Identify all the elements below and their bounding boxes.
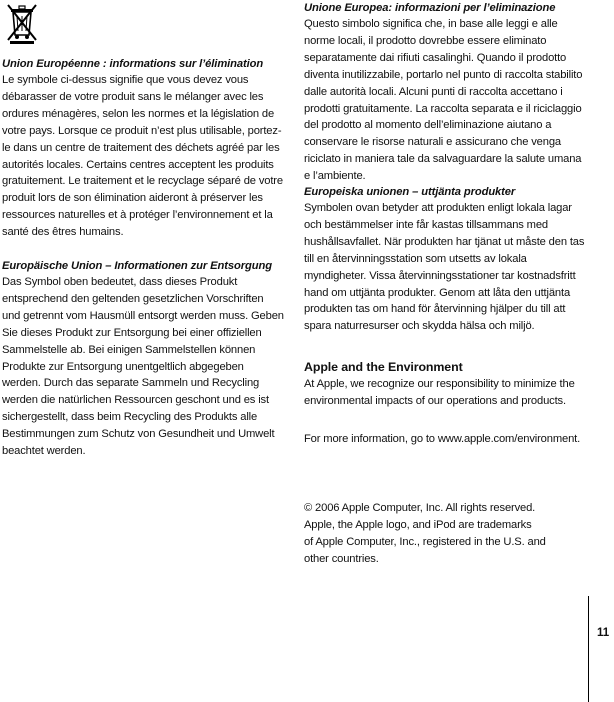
section-it-body: Questo simbolo significa che, in base alle leggi e alle norme locali, il prodotto dovrebbe essere eliminato separatamente dai rifiuti casalinghi. Quando il prodotto diventa inutilizzabile, portarlo nel punto di raccolta stabilito dalle autorità locali. Alcuni punti di raccolta accettano i prodotti gratuitamente. La raccolta separata e il riciclaggio del prodotto al momento dell’eliminazione aiutano a conservare le risorse naturali e assicurano che venga riciclato in maniera tale da salvaguardare la salute umana e l’ambiente. <box>304 18 583 183</box>
copyright-line: © 2006 Apple Computer, Inc. All rights reserved. <box>304 502 536 514</box>
section-fr-heading: Union Européenne : informations sur l’élimination <box>2 58 264 70</box>
section-apple <box>304 358 590 410</box>
more-info-text: For more information, go to www.apple.com/environment. <box>304 433 581 445</box>
page-number: 11 <box>597 627 610 639</box>
section-de-heading: Europäische Union – Informationen zur Entsorgung <box>2 260 272 272</box>
section-it <box>304 0 590 185</box>
section-sv-heading: Europeiska unionen – uttjänta produkter <box>304 186 516 198</box>
section-de <box>2 258 284 460</box>
section-sv-body: Symbolen ovan betyder att produkten enligt lokala lagar och bestämmelser inte får kastas tillsammans med hushållsavfallet. När produkten har tjänat ut måste den tas till en återvinningsstation som utsetts av lokala myndigheter. Vissa återvinningsstationer tar kostnadsfritt hand om uttjänta produkter. Genom att låta den uttjänta produkten tas om hand för återvinning hjälper du till att spara naturresurser och skydda hälsa och miljö. <box>304 202 585 333</box>
section-apple-heading: Apple and the Environment <box>304 360 463 374</box>
copyright-line: of Apple Computer, Inc., registered in the U.S. and <box>304 535 546 548</box>
copyright-line: Apple, the Apple logo, and iPod are trademarks <box>304 518 532 531</box>
page-edge-rule <box>588 596 589 702</box>
section-sv <box>304 184 590 335</box>
section-apple-body: At Apple, we recognize our responsibility to minimize the environmental impacts of our operations and products. <box>304 378 575 407</box>
section-de-body: Das Symbol oben bedeutet, dass dieses Produkt entsprechend den geltenden gesetzlichen Vorschriften und getrennt vom Hausmüll entsorgt werden muss. Geben Sie dieses Produkt zur Entsorgung bei einer offiziellen Sammelstelle ab. Bei einigen Sammelstellen können Produkte zur Entsorgung unentgeltlich abgegeben werden. Durch das separate Sammeln und Recycling werden die natürlichen Ressourcen geschont und es ist sichergestellt, dass beim Recycling des Produkts alle Bestimmungen zum Schutz von Gesundheit und Umwelt beachtet werden. <box>2 276 284 458</box>
section-fr <box>2 56 284 241</box>
crossed-out-wheelie-bin-icon <box>4 2 40 44</box>
copyright-notice <box>304 500 590 568</box>
section-it-heading: Unione Europea: informazioni per l’eliminazione <box>304 2 556 14</box>
section-fr-body: Le symbole ci-dessus signifie que vous devez vous débarasser de votre produit sans le mélanger avec les ordures ménagères, selon les normes et la législation de votre pays. Lorsque ce produit n’est plus utilisable, portez-le dans un centre de traitement des déchets agréé par les autorités locales. Certains centres acceptent les produits gratuitement. Le traitement et le recyclage séparé de votre produit lors de son élimination aideront à préserver les ressources naturelles et à protéger l’environnement et la santé des êtres humains. <box>2 74 283 239</box>
copyright-line: other countries. <box>304 552 379 565</box>
